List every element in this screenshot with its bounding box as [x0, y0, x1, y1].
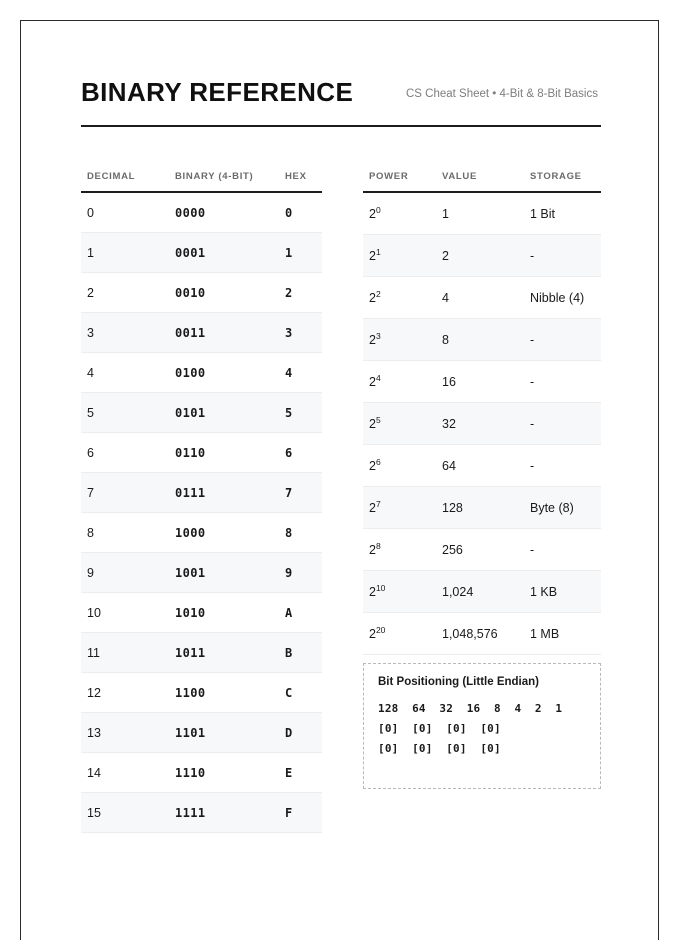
masthead — [81, 77, 601, 135]
cell-value: 1,048,576 — [436, 613, 524, 655]
cell-decimal: 0 — [81, 192, 169, 233]
cell-decimal: 10 — [81, 593, 169, 633]
cell-decimal: 4 — [81, 353, 169, 393]
cell-value: 8 — [436, 319, 524, 361]
cell-binary: 0010 — [169, 273, 279, 313]
cell-decimal: 14 — [81, 753, 169, 793]
table-row — [363, 319, 601, 361]
cell-binary: 0101 — [169, 393, 279, 433]
cell-value: 256 — [436, 529, 524, 571]
cell-storage: - — [524, 529, 601, 571]
table-row — [81, 433, 322, 473]
cell-binary: 1001 — [169, 553, 279, 593]
cell-storage: Byte (8) — [524, 487, 601, 529]
table-row — [81, 793, 322, 833]
power-exponent: 4 — [375, 372, 381, 383]
power-table-column — [363, 171, 601, 655]
cell-hex: 0 — [279, 192, 322, 233]
cell-power — [363, 445, 436, 487]
cell-binary: 0110 — [169, 433, 279, 473]
cell-hex: A — [279, 593, 322, 633]
bit-slots-row-2: [0] [0] [0] [0] — [378, 742, 501, 755]
power-exponent: 5 — [375, 414, 381, 425]
table-row — [363, 487, 601, 529]
power-base: 2 — [369, 374, 376, 389]
page-subtitle: CS Cheat Sheet • 4-Bit & 8-Bit Basics — [406, 88, 598, 100]
table-row — [81, 273, 322, 313]
cell-binary: 0100 — [169, 353, 279, 393]
cell-hex: 1 — [279, 233, 322, 273]
power-base: 2 — [369, 500, 376, 515]
table-row — [81, 593, 322, 633]
column-header-binary: BINARY (4-BIT) — [169, 171, 279, 192]
cell-hex: 7 — [279, 473, 322, 513]
cell-binary: 1101 — [169, 713, 279, 753]
cell-storage: Nibble (4) — [524, 277, 601, 319]
column-header-value: VALUE — [436, 171, 524, 192]
power-base: 2 — [369, 332, 376, 347]
cell-hex: 4 — [279, 353, 322, 393]
cell-power — [363, 277, 436, 319]
table-row — [81, 753, 322, 793]
cell-storage: - — [524, 445, 601, 487]
table-row — [363, 403, 601, 445]
table-row — [363, 277, 601, 319]
power-base: 2 — [369, 584, 376, 599]
table-row — [363, 529, 601, 571]
cell-value: 16 — [436, 361, 524, 403]
table-row — [81, 192, 322, 233]
power-exponent: 6 — [375, 456, 381, 467]
page-title: BINARY REFERENCE — [81, 77, 354, 107]
cell-power — [363, 361, 436, 403]
power-exponent: 8 — [375, 540, 381, 551]
cell-value: 2 — [436, 235, 524, 277]
column-header-hex: HEX — [279, 171, 322, 192]
cell-value: 128 — [436, 487, 524, 529]
cell-binary: 0000 — [169, 192, 279, 233]
cell-storage: - — [524, 235, 601, 277]
cell-hex: 6 — [279, 433, 322, 473]
binary-table-column — [81, 171, 322, 833]
cell-binary: 1011 — [169, 633, 279, 673]
bit-slots-row-1: [0] [0] [0] [0] — [378, 722, 501, 735]
table-row — [81, 313, 322, 353]
table-row — [363, 445, 601, 487]
column-header-storage: STORAGE — [524, 171, 601, 192]
table-row — [81, 553, 322, 593]
bit-weights-row: 128 64 32 16 8 4 2 1 — [378, 702, 563, 715]
cell-power — [363, 192, 436, 235]
bit-positioning-box — [363, 663, 601, 789]
cell-binary: 1000 — [169, 513, 279, 553]
power-base: 2 — [369, 248, 376, 263]
power-base: 2 — [369, 416, 376, 431]
cell-binary: 0001 — [169, 233, 279, 273]
power-base: 2 — [369, 542, 376, 557]
table-row — [363, 235, 601, 277]
table-row — [81, 513, 322, 553]
table-header-row — [363, 171, 601, 192]
cell-storage: 1 MB — [524, 613, 601, 655]
cell-hex: 2 — [279, 273, 322, 313]
table-header-row — [81, 171, 322, 192]
cell-decimal: 13 — [81, 713, 169, 753]
cell-power — [363, 235, 436, 277]
cell-binary: 1010 — [169, 593, 279, 633]
cell-storage: - — [524, 403, 601, 445]
cell-hex: D — [279, 713, 322, 753]
table-row — [363, 571, 601, 613]
cell-power — [363, 319, 436, 361]
cell-value: 1,024 — [436, 571, 524, 613]
cell-decimal: 5 — [81, 393, 169, 433]
table-row — [81, 673, 322, 713]
cell-binary: 0111 — [169, 473, 279, 513]
masthead-divider — [81, 125, 601, 127]
table-row — [81, 233, 322, 273]
power-base: 2 — [369, 206, 376, 221]
power-exponent: 0 — [375, 204, 381, 215]
power-base: 2 — [369, 626, 376, 641]
cell-decimal: 7 — [81, 473, 169, 513]
cell-value: 1 — [436, 192, 524, 235]
cell-binary: 1110 — [169, 753, 279, 793]
cell-decimal: 2 — [81, 273, 169, 313]
cell-power — [363, 613, 436, 655]
cell-value: 4 — [436, 277, 524, 319]
page-sheet — [20, 20, 659, 940]
table-row — [81, 393, 322, 433]
cell-power — [363, 403, 436, 445]
cell-decimal: 1 — [81, 233, 169, 273]
cell-decimal: 12 — [81, 673, 169, 713]
cell-value: 64 — [436, 445, 524, 487]
table-row — [363, 361, 601, 403]
cell-decimal: 9 — [81, 553, 169, 593]
cell-decimal: 3 — [81, 313, 169, 353]
cell-hex: 3 — [279, 313, 322, 353]
power-exponent: 1 — [375, 246, 381, 257]
cell-decimal: 11 — [81, 633, 169, 673]
cell-hex: C — [279, 673, 322, 713]
cell-binary: 0011 — [169, 313, 279, 353]
cell-hex: 8 — [279, 513, 322, 553]
column-header-decimal: DECIMAL — [81, 171, 169, 192]
cell-storage: - — [524, 319, 601, 361]
cell-hex: 5 — [279, 393, 322, 433]
cell-hex: 9 — [279, 553, 322, 593]
cell-decimal: 8 — [81, 513, 169, 553]
power-base: 2 — [369, 458, 376, 473]
page-content — [81, 21, 601, 820]
table-row — [81, 633, 322, 673]
power-exponent: 20 — [375, 624, 386, 635]
table-row — [363, 192, 601, 235]
cell-power — [363, 487, 436, 529]
table-row — [81, 473, 322, 513]
power-base: 2 — [369, 290, 376, 305]
cell-binary: 1100 — [169, 673, 279, 713]
table-row — [81, 713, 322, 753]
power-exponent: 2 — [375, 288, 381, 299]
column-header-power: POWER — [363, 171, 436, 192]
power-exponent: 7 — [375, 498, 381, 509]
binary-reference-table — [81, 171, 322, 833]
cell-decimal: 6 — [81, 433, 169, 473]
power-exponent: 3 — [375, 330, 381, 341]
cell-binary: 1111 — [169, 793, 279, 833]
cell-power — [363, 571, 436, 613]
table-row — [81, 353, 322, 393]
power-exponent: 10 — [375, 582, 386, 593]
table-row — [363, 613, 601, 655]
cell-storage: - — [524, 361, 601, 403]
cell-hex: F — [279, 793, 322, 833]
cell-power — [363, 529, 436, 571]
powers-of-two-table — [363, 171, 601, 655]
cell-hex: E — [279, 753, 322, 793]
cell-hex: B — [279, 633, 322, 673]
bit-positioning-title: Bit Positioning (Little Endian) — [378, 676, 539, 688]
cell-value: 32 — [436, 403, 524, 445]
cell-storage: 1 Bit — [524, 192, 601, 235]
cell-decimal: 15 — [81, 793, 169, 833]
cell-storage: 1 KB — [524, 571, 601, 613]
